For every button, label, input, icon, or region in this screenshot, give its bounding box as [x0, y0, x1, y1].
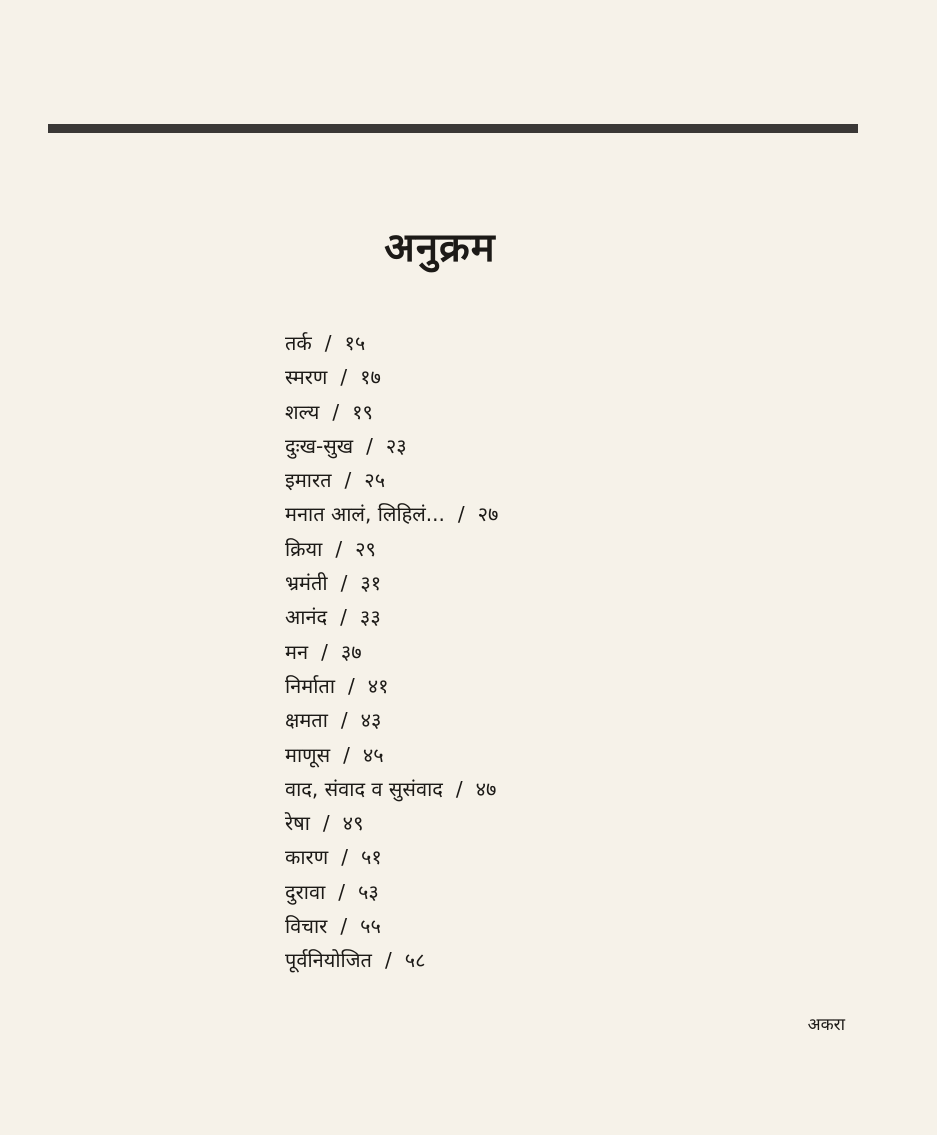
toc-entry-label: इमारत — [285, 468, 332, 493]
toc-entry-label: शल्य — [285, 399, 320, 424]
toc-entry-page: ३३ — [359, 605, 381, 630]
toc-entry-label: क्षमता — [285, 708, 328, 733]
toc-entry — [285, 360, 498, 394]
toc-separator: / — [321, 639, 328, 664]
toc-entry-page: ३१ — [360, 571, 382, 596]
toc-entry-label: विचार — [285, 914, 328, 939]
toc-entry-label: भ्रमंती — [285, 571, 328, 596]
toc-entry-label: आनंद — [285, 605, 328, 630]
toc-separator: / — [332, 399, 340, 424]
toc-entry — [285, 703, 498, 737]
toc-entry-page: ५८ — [404, 948, 426, 973]
toc-entry — [285, 669, 498, 703]
header-rule — [48, 124, 858, 133]
toc-entry-page: ५५ — [360, 914, 381, 939]
toc-separator: / — [366, 433, 373, 458]
toc-entry-label: दुरावा — [285, 879, 326, 904]
toc-separator: / — [340, 365, 348, 390]
toc-entry-page: ५१ — [360, 845, 382, 870]
toc-entry-label: पूर्वनियोजित — [285, 948, 372, 973]
toc-entry-label: वाद, संवाद व सुसंवाद — [285, 776, 443, 801]
toc-separator: / — [340, 914, 348, 939]
toc-separator: / — [340, 708, 348, 733]
toc-entry — [285, 429, 498, 463]
toc-separator: / — [324, 331, 332, 355]
toc-entry — [285, 463, 498, 497]
toc-entry — [285, 875, 498, 909]
toc-entry-label: दुःख-सुख — [285, 433, 354, 458]
toc-entry-page: १५ — [344, 331, 366, 355]
toc-entry-label: मनात आलं, लिहिलं... — [285, 502, 445, 527]
toc-entry-label: माणूस — [285, 742, 331, 767]
toc-entry-label: स्मरण — [285, 365, 328, 390]
toc-separator: / — [322, 811, 330, 836]
toc-entry-page: ४३ — [360, 708, 382, 733]
toc-entry — [285, 497, 498, 531]
toc-separator: / — [455, 776, 463, 801]
toc-separator: / — [341, 845, 348, 870]
toc-entry — [285, 909, 498, 943]
toc-entry — [285, 326, 498, 360]
toc-entry-label: रेषा — [285, 811, 310, 836]
toc-entry-page: २३ — [385, 433, 407, 458]
toc-entry-page: ३७ — [340, 639, 362, 664]
toc-entry-label: क्रिया — [285, 536, 323, 561]
toc-separator: / — [457, 502, 465, 527]
toc-entry — [285, 840, 498, 874]
toc-entry-label: तर्क — [285, 331, 312, 355]
toc-entry — [285, 943, 498, 977]
toc-entry-page: २९ — [355, 536, 376, 561]
toc-separator: / — [344, 468, 352, 493]
toc-separator: / — [343, 742, 350, 767]
toc-entry-page: १७ — [360, 365, 381, 390]
toc-entry-page: ५३ — [358, 879, 379, 904]
toc-entry-page: ४१ — [367, 673, 389, 698]
toc-entry — [285, 806, 498, 840]
toc-entry-label: मन — [285, 639, 309, 664]
table-of-contents — [285, 326, 498, 978]
toc-separator: / — [335, 536, 343, 561]
toc-entry-page: २७ — [477, 502, 499, 527]
toc-separator: / — [340, 571, 348, 596]
toc-entry — [285, 635, 498, 669]
toc-entry — [285, 395, 498, 429]
toc-entry — [285, 600, 498, 634]
toc-entry-label: निर्माता — [285, 673, 335, 698]
toc-separator: / — [338, 879, 346, 904]
toc-entry-page: ४५ — [362, 742, 384, 767]
toc-entry-page: ४९ — [342, 811, 364, 836]
toc-entry-label: कारण — [285, 845, 329, 870]
toc-entry — [285, 566, 498, 600]
toc-entry-page: ४७ — [475, 776, 497, 801]
toc-separator: / — [348, 673, 355, 698]
page-number-footer: अकरा — [807, 1015, 845, 1035]
toc-separator: / — [340, 605, 347, 630]
toc-entry-page: १९ — [352, 399, 373, 424]
toc-entry-page: २५ — [364, 468, 386, 493]
toc-entry — [285, 772, 498, 806]
toc-entry — [285, 738, 498, 772]
toc-separator: / — [384, 948, 392, 973]
page-title: अनुक्रम — [384, 225, 496, 271]
toc-entry — [285, 532, 498, 566]
